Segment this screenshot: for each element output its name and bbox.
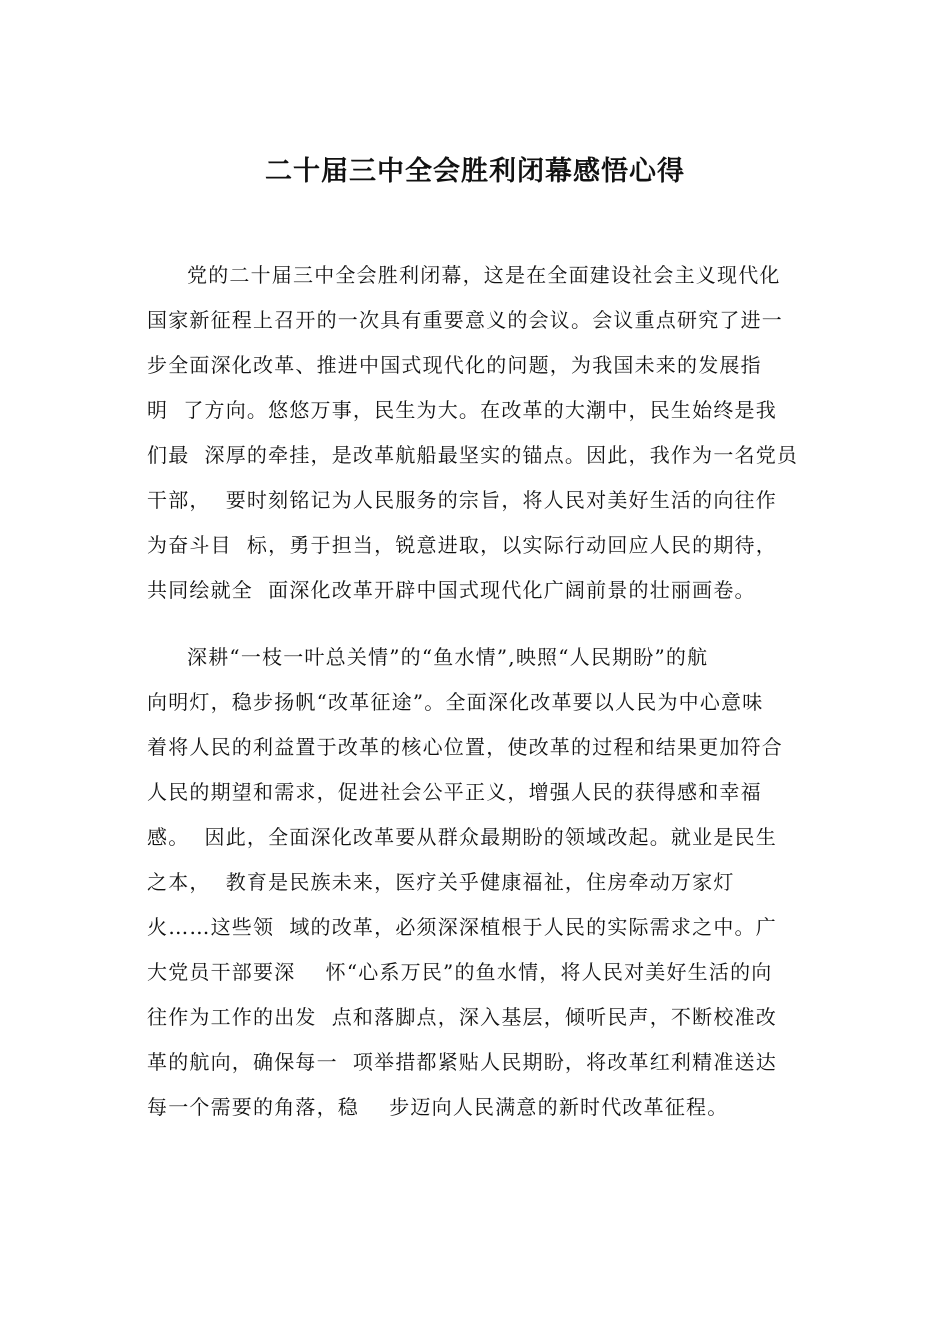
document-body <box>147 253 817 1130</box>
text-line: 每一个需要的角落，稳 步迈向人民满意的新时代改革征程。 <box>147 1095 729 1119</box>
text-line: 之本， 教育是民族未来，医疗关乎健康福祉，住房牵动万家灯 <box>147 870 735 894</box>
text-line: 为奋斗目 标，勇于担当，锐意进取，以实际行动回应人民的期待， <box>147 533 777 557</box>
text-line: 往作为工作的出发 点和落脚点，深入基层，倾听民声，不断校准改 <box>147 1005 777 1029</box>
text-line: 人民的期望和需求，促进社会公平正义，增强人民的获得感和幸福 <box>147 780 762 804</box>
text-line: 革的航向，确保每一 项举措都紧贴人民期盼，将改革红利精准送达 <box>147 1050 777 1074</box>
text-line: 共同绘就全 面深化改革开辟中国式现代化广阔前景的壮丽画卷。 <box>147 578 756 602</box>
text-line: 步全面深化改革、推进中国式现代化的问题，为我国未来的发展指 <box>147 353 762 377</box>
text-line: 们最 深厚的牵挂，是改革航船最坚实的锚点。因此，我作为一名党员 <box>147 443 799 467</box>
text-line: 火……这些领 域的改革，必须深深植根于人民的实际需求之中。广 <box>147 915 777 939</box>
document-title: 二十届三中全会胜利闭幕感悟心得 <box>265 156 685 187</box>
paragraph-1 <box>147 253 817 613</box>
text-line: 党的二十届三中全会胜利闭幕，这是在全面建设社会主义现代化 <box>187 263 781 287</box>
text-line: 感。 因此，全面深化改革要从群众最期盼的领域改起。就业是民生 <box>147 825 777 849</box>
text-line: 明 了方向。悠悠万事，民生为大。在改革的大潮中，民生始终是我 <box>147 398 777 422</box>
text-line: 着将人民的利益置于改革的核心位置，使改革的过程和结果更加符合 <box>147 735 783 759</box>
text-line: 干部， 要时刻铭记为人民服务的宗旨，将人民对美好生活的向往作 <box>147 488 777 512</box>
text-line: 深耕“一枝一叶总关情”的“鱼水情”,映照“人民期盼”的航 <box>187 645 709 669</box>
text-line: 大党员干部要深 怀“心系万民”的鱼水情，将人民对美好生活的向 <box>147 960 773 984</box>
text-line: 国家新征程上召开的一次具有重要意义的会议。会议重点研究了进一 <box>147 308 783 332</box>
paragraph-2 <box>147 635 817 1130</box>
text-line: 向明灯，稳步扬帆“改革征途”。全面深化改革要以人民为中心意味 <box>147 690 764 714</box>
